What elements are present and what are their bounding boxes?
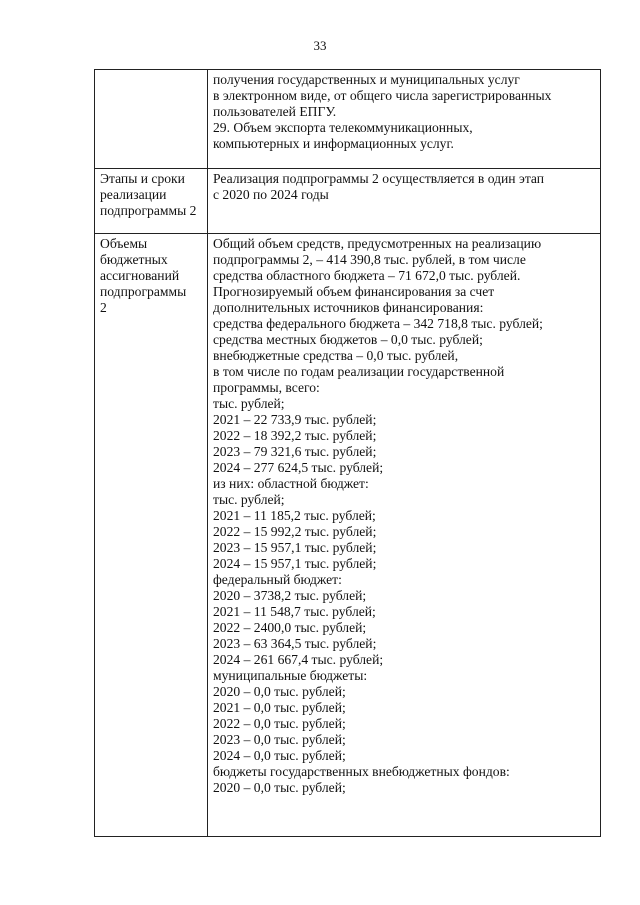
row-value-cell (208, 70, 601, 169)
row-value-line: 2020 – 3738,2 тыс. рублей; (213, 588, 367, 603)
row-value-line: 2021 – 11 548,7 тыс. рублей; (213, 604, 376, 619)
row-label-line: реализации (100, 187, 167, 202)
row-value-line: 2023 – 79 321,6 тыс. рублей; (213, 444, 377, 459)
row-value-line: дополнительных источников финансирования: (213, 300, 484, 315)
row-value-line: 2023 – 0,0 тыс. рублей; (213, 732, 346, 747)
row-label-line: бюджетных (100, 252, 168, 267)
row-value-line: программы, всего: (213, 380, 320, 395)
row-value-line: 2020 – 0,0 тыс. рублей; (213, 780, 346, 795)
row-value-line: 2024 – 15 957,1 тыс. рублей; (213, 556, 377, 571)
row-value-line: средства федерального бюджета – 342 718,8 тыс. рублей; (213, 316, 543, 331)
row-value-line: 29. Объем экспорта телекоммуникационных, (213, 120, 473, 135)
row-value-line: 2021 – 11 185,2 тыс. рублей; (213, 508, 376, 523)
table-row (95, 234, 601, 837)
row-value-line: 2022 – 18 392,2 тыс. рублей; (213, 428, 377, 443)
row-label-cell (95, 169, 208, 234)
row-value-line: Реализация подпрограммы 2 осуществляется в один этап (213, 171, 545, 186)
row-value-line: 2021 – 0,0 тыс. рублей; (213, 700, 346, 715)
row-value-line: Общий объем средств, предусмотренных на реализацию (213, 236, 542, 251)
row-value-line: тыс. рублей; (213, 396, 285, 411)
table-row (95, 70, 601, 169)
row-value-line: 2023 – 63 364,5 тыс. рублей; (213, 636, 377, 651)
row-value-line: пользователей ЕПГУ. (213, 104, 337, 119)
row-value-line: 2022 – 0,0 тыс. рублей; (213, 716, 346, 731)
row-label-line: ассигнований (100, 268, 180, 283)
row-label-cell (95, 234, 208, 837)
row-value-line: из них: областной бюджет: (213, 476, 369, 491)
row-value-line: 2024 – 0,0 тыс. рублей; (213, 748, 346, 763)
row-value-cell (208, 234, 601, 837)
row-value-cell (208, 169, 601, 234)
page-number: 33 (313, 38, 327, 53)
row-value-line: муниципальные бюджеты: (213, 668, 368, 683)
row-value-line: в электронном виде, от общего числа зарегистрированных (213, 88, 552, 103)
row-value-line: получения государственных и муниципальных услуг (213, 72, 520, 87)
row-value-line: компьютерных и информационных услуг. (213, 136, 454, 151)
subprogram-passport-table (94, 69, 601, 837)
table-row (95, 169, 601, 234)
row-value-line: с 2020 по 2024 годы (213, 187, 329, 202)
row-value-line: тыс. рублей; (213, 492, 285, 507)
row-value-line: 2022 – 15 992,2 тыс. рублей; (213, 524, 377, 539)
row-value-line: 2024 – 261 667,4 тыс. рублей; (213, 652, 384, 667)
row-value-line: бюджеты государственных внебюджетных фондов: (213, 764, 510, 779)
row-value-line: Прогнозируемый объем финансирования за счет (213, 284, 495, 299)
row-label-cell (95, 70, 208, 169)
row-value-line: подпрограммы 2, – 414 390,8 тыс. рублей, в том числе (213, 252, 526, 267)
row-value-line: средства местных бюджетов – 0,0 тыс. рублей; (213, 332, 483, 347)
row-value-line: 2023 – 15 957,1 тыс. рублей; (213, 540, 377, 555)
row-label-line: 2 (100, 300, 107, 315)
row-value-line: 2021 – 22 733,9 тыс. рублей; (213, 412, 377, 427)
row-value-line: средства областного бюджета – 71 672,0 тыс. рублей. (213, 268, 521, 283)
row-label-line: Объемы (100, 236, 148, 251)
row-value-line: в том числе по годам реализации государственной (213, 364, 505, 379)
row-label-line: подпрограммы 2 (100, 203, 197, 218)
row-label-line: Этапы и сроки (100, 171, 185, 186)
row-label-line: подпрограммы (100, 284, 187, 299)
row-value-line: 2024 – 277 624,5 тыс. рублей; (213, 460, 384, 475)
row-value-line: федеральный бюджет: (213, 572, 342, 587)
row-value-line: 2022 – 2400,0 тыс. рублей; (213, 620, 367, 635)
row-value-line: внебюджетные средства – 0,0 тыс. рублей, (213, 348, 459, 363)
row-value-line: 2020 – 0,0 тыс. рублей; (213, 684, 346, 699)
